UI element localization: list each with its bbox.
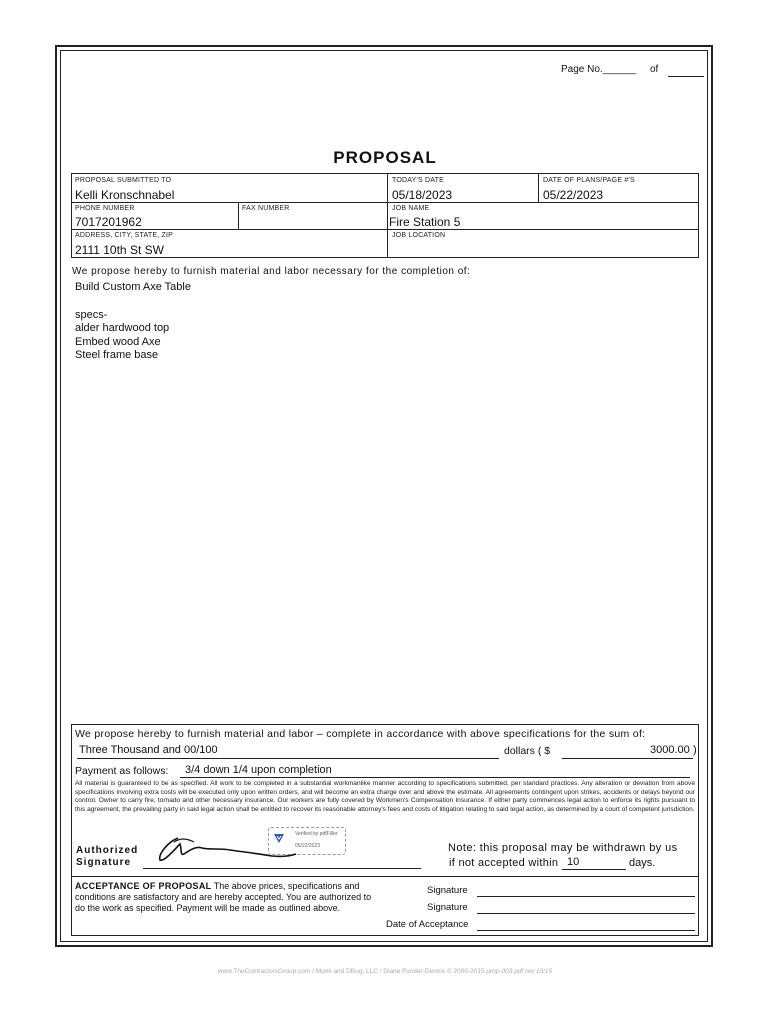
page-title: PROPOSAL — [333, 148, 437, 167]
days-line — [562, 869, 626, 870]
grid-col-divider-1 — [387, 173, 388, 258]
amount-number-line — [562, 758, 693, 759]
pricing-intro: We propose hereby to furnish material and labor – complete in accordance with above specifications for the sum of: — [75, 728, 646, 740]
days-value: 10 — [567, 856, 580, 868]
scope-line: Steel frame base — [75, 349, 159, 361]
scope-lines — [75, 281, 191, 363]
verified-date: 05/22/2023 — [295, 843, 321, 849]
authorized-label: Authorized — [76, 845, 139, 856]
job-name-label: JOB NAME — [392, 205, 430, 212]
fax-label: FAX NUMBER — [242, 205, 290, 212]
grid-col-divider-2 — [538, 173, 539, 202]
page-of-label: of — [650, 64, 659, 75]
job-name-value: Fire Station 5 — [389, 215, 461, 229]
submitted-to-label: PROPOSAL SUBMITTED TO — [75, 177, 172, 184]
footer-text: www.TheContractorsGroup.com / Monk and DBug, LLC / Diane Forster-Dennis © 2000-2015 — [217, 968, 485, 975]
grid-row-divider-2a — [71, 229, 388, 230]
phone-label: PHONE NUMBER — [75, 205, 135, 212]
withdrawal-note: Note: this proposal may be withdrawn by us — [448, 842, 678, 854]
footer — [0, 968, 770, 975]
scope-line-blank — [75, 295, 191, 309]
days-label: days. — [629, 857, 656, 869]
address-label: ADDRESS, CITY, STATE, ZIP — [75, 232, 173, 239]
handwritten-signature-image — [150, 832, 300, 866]
date-of-acceptance-label: Date of Acceptance — [386, 919, 469, 930]
todays-date-value: 05/18/2023 — [392, 188, 453, 202]
info-grid — [71, 173, 699, 258]
amount-words-line — [77, 758, 499, 759]
acceptance-signature-line-1 — [477, 896, 695, 897]
acceptance-body-3: do the work as specified. Payment will be made as outlined above. — [75, 903, 341, 913]
page-total-line — [668, 76, 704, 77]
acceptance-signature-label-2: Signature — [427, 902, 468, 913]
amount-number: 3000.00 — [650, 744, 690, 756]
date-of-acceptance-line — [477, 930, 695, 931]
page-no-label: Page No.______ — [561, 64, 637, 75]
scope-line: specs- — [75, 308, 108, 321]
footer-form-id: prop-003.pdf rev 10/15 — [486, 968, 553, 975]
grid-row-divider-1 — [71, 202, 699, 203]
acceptance-body-2: conditions are satisfactory and are hereby accepted. You are authorized to — [75, 892, 372, 902]
signature-label: Signature — [76, 857, 132, 868]
acceptance-body-1: The above prices, specifications and — [213, 881, 360, 891]
payment-label: Payment as follows: — [75, 765, 169, 777]
address-value: 2111 10th St SW — [75, 243, 164, 257]
amount-close-paren: ) — [693, 744, 697, 756]
phone-value: 7017201962 — [75, 215, 142, 229]
amount-words: Three Thousand and 00/100 — [79, 744, 218, 756]
acceptance-text — [75, 881, 420, 914]
not-accepted-label: if not accepted within — [449, 857, 559, 869]
acceptance-heading: ACCEPTANCE OF PROPOSAL — [75, 881, 212, 891]
terms-fine-print: All material is guaranteed to be as specified. All work to be completed in a substantial workmanlike manner according to specifications submitted, per standard practices. Any alteration or deviation from above specifications involving extra costs will be executed only upon written orders, and will become an extra charge over and above the estimate. All agreements contingent upon strikes, accidents or delays beyond our control. Owner to carry fire, tornado and other necessary insurance. Our workers are fully covered by Workmen's Compensation Insurance. If either party commences legal action to enforce its rights pursuant to this agreement, the prevailing party in said legal action shall be entitled to recover its reasonable attorney's fees and costs of litigation relating to said legal action, as determined by a court of competent jurisdiction. — [75, 780, 695, 814]
scope-line: Embed wood Axe — [75, 335, 161, 348]
job-location-label: JOB LOCATION — [392, 232, 446, 239]
acceptance-signature-label-1: Signature — [427, 885, 468, 896]
scope-line: Build Custom Axe Table — [75, 281, 191, 293]
payment-value: 3/4 down 1/4 upon completion — [185, 764, 332, 776]
acceptance-signature-line-2 — [477, 913, 695, 914]
authorized-signature-line — [143, 868, 421, 869]
plans-date-value: 05/22/2023 — [543, 188, 604, 202]
grid-row-divider-2b — [387, 229, 699, 230]
scope-intro: We propose hereby to furnish material and labor necessary for the completion of: — [72, 266, 471, 277]
dollars-label: dollars ( $ — [504, 745, 551, 757]
payment-line — [180, 777, 690, 778]
todays-date-label: TODAY'S DATE — [392, 177, 444, 184]
verified-text: Verified by pdfFiller — [295, 831, 338, 837]
grid-col-divider-3 — [238, 202, 239, 229]
submitted-to-value: Kelli Kronschnabel — [75, 188, 175, 202]
scope-line: alder hardwood top — [75, 322, 170, 334]
plans-date-label: DATE OF PLANS/PAGE #'S — [543, 177, 635, 184]
